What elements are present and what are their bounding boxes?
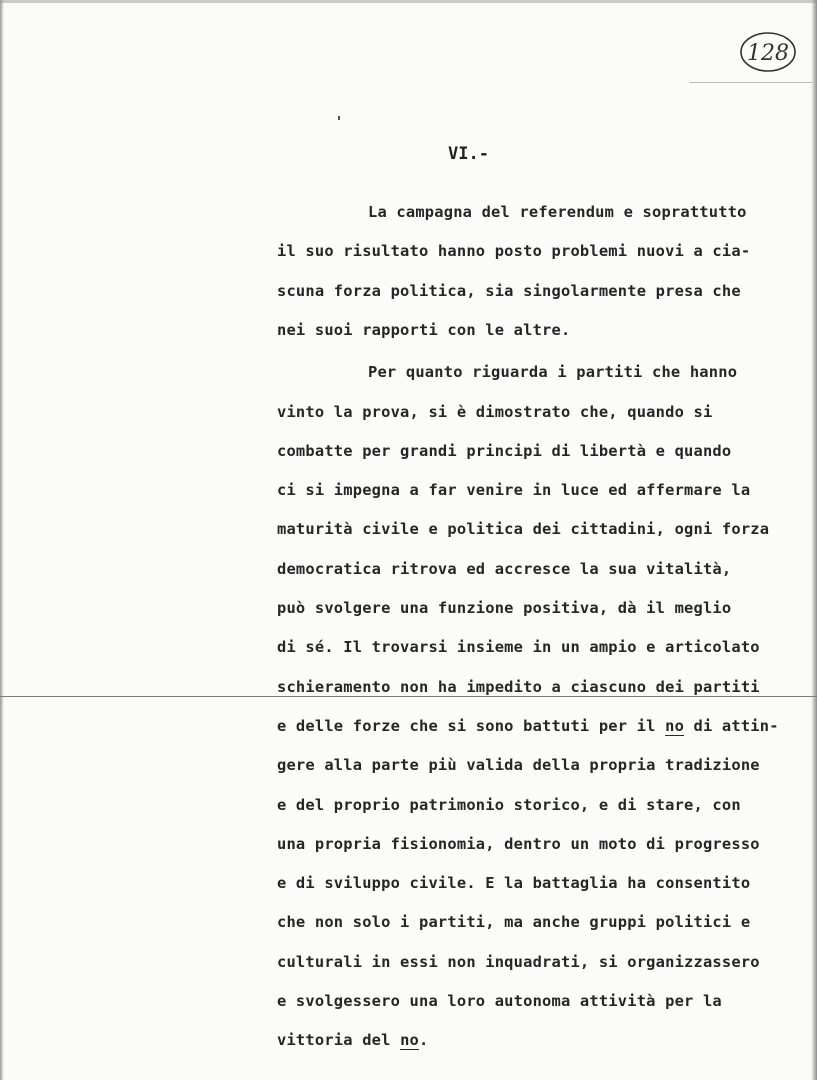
text-line: e di sviluppo civile. E la battaglia ha consentito xyxy=(277,874,751,893)
text-line: che non solo i partiti, ma anche gruppi politici e xyxy=(277,913,751,932)
scan-edge-left xyxy=(0,0,4,1080)
line-segment: . xyxy=(419,1031,429,1050)
text-line xyxy=(277,1031,428,1049)
text-line: gere alla parte più valida della propria tradizione xyxy=(277,756,760,775)
text-line xyxy=(277,717,779,735)
text-line: maturità civile e politica dei cittadini, ogni forza xyxy=(277,520,770,539)
line-segment: di attin- xyxy=(684,716,779,735)
text-line: Per quanto riguarda i partiti che hanno xyxy=(368,363,738,382)
scan-fold-line xyxy=(0,696,817,697)
text-line: nei suoi rapporti con le altre. xyxy=(277,320,571,339)
text-line: può svolgere una funzione positiva, dà il meglio xyxy=(277,599,732,617)
line-segment: e delle forze che si sono battuti per il xyxy=(277,716,666,735)
underlined-word: no xyxy=(400,1031,419,1050)
text-line: schieramento non ha impedito a ciascuno dei partiti xyxy=(277,677,760,696)
text-line: una propria fisionomia, dentro un moto di progresso xyxy=(277,834,760,853)
scan-edge-right xyxy=(811,0,817,1080)
text-line: il suo risultato hanno posto problemi nuovi a cia- xyxy=(277,242,751,261)
page-number-stamp xyxy=(738,30,798,74)
text-line: e svolgessero una loro autonoma attività per la xyxy=(277,992,722,1010)
text-line: democratica ritrova ed accresce la sua vitalità, xyxy=(277,559,732,578)
underlined-word: no xyxy=(665,716,685,735)
text-line: di sé. Il trovarsi insieme in un ampio e articolato xyxy=(277,638,760,657)
header-rule xyxy=(690,82,812,83)
text-line: combatte per grandi principi di libertà e quando xyxy=(277,441,732,460)
text-line: e del proprio patrimonio storico, e di stare, con xyxy=(277,795,741,814)
text-line: vinto la prova, si è dimostrato che, quando si xyxy=(277,402,713,421)
page-number-circle xyxy=(738,30,798,74)
text-line: ci si impegna a far venire in luce ed affermare la xyxy=(277,481,751,500)
text-line: scuna forza politica, sia singolarmente presa che xyxy=(277,281,741,300)
line-segment: vittoria del xyxy=(277,1031,401,1050)
section-heading: VI.- xyxy=(448,144,489,164)
text-line: La campagna del referendum e soprattutto xyxy=(368,203,747,221)
scan-edge-top xyxy=(0,0,817,3)
ink-speck xyxy=(338,116,340,120)
page-number: 128 xyxy=(747,41,789,66)
text-line: culturali in essi non inquadrati, si organizzassero xyxy=(277,952,760,971)
